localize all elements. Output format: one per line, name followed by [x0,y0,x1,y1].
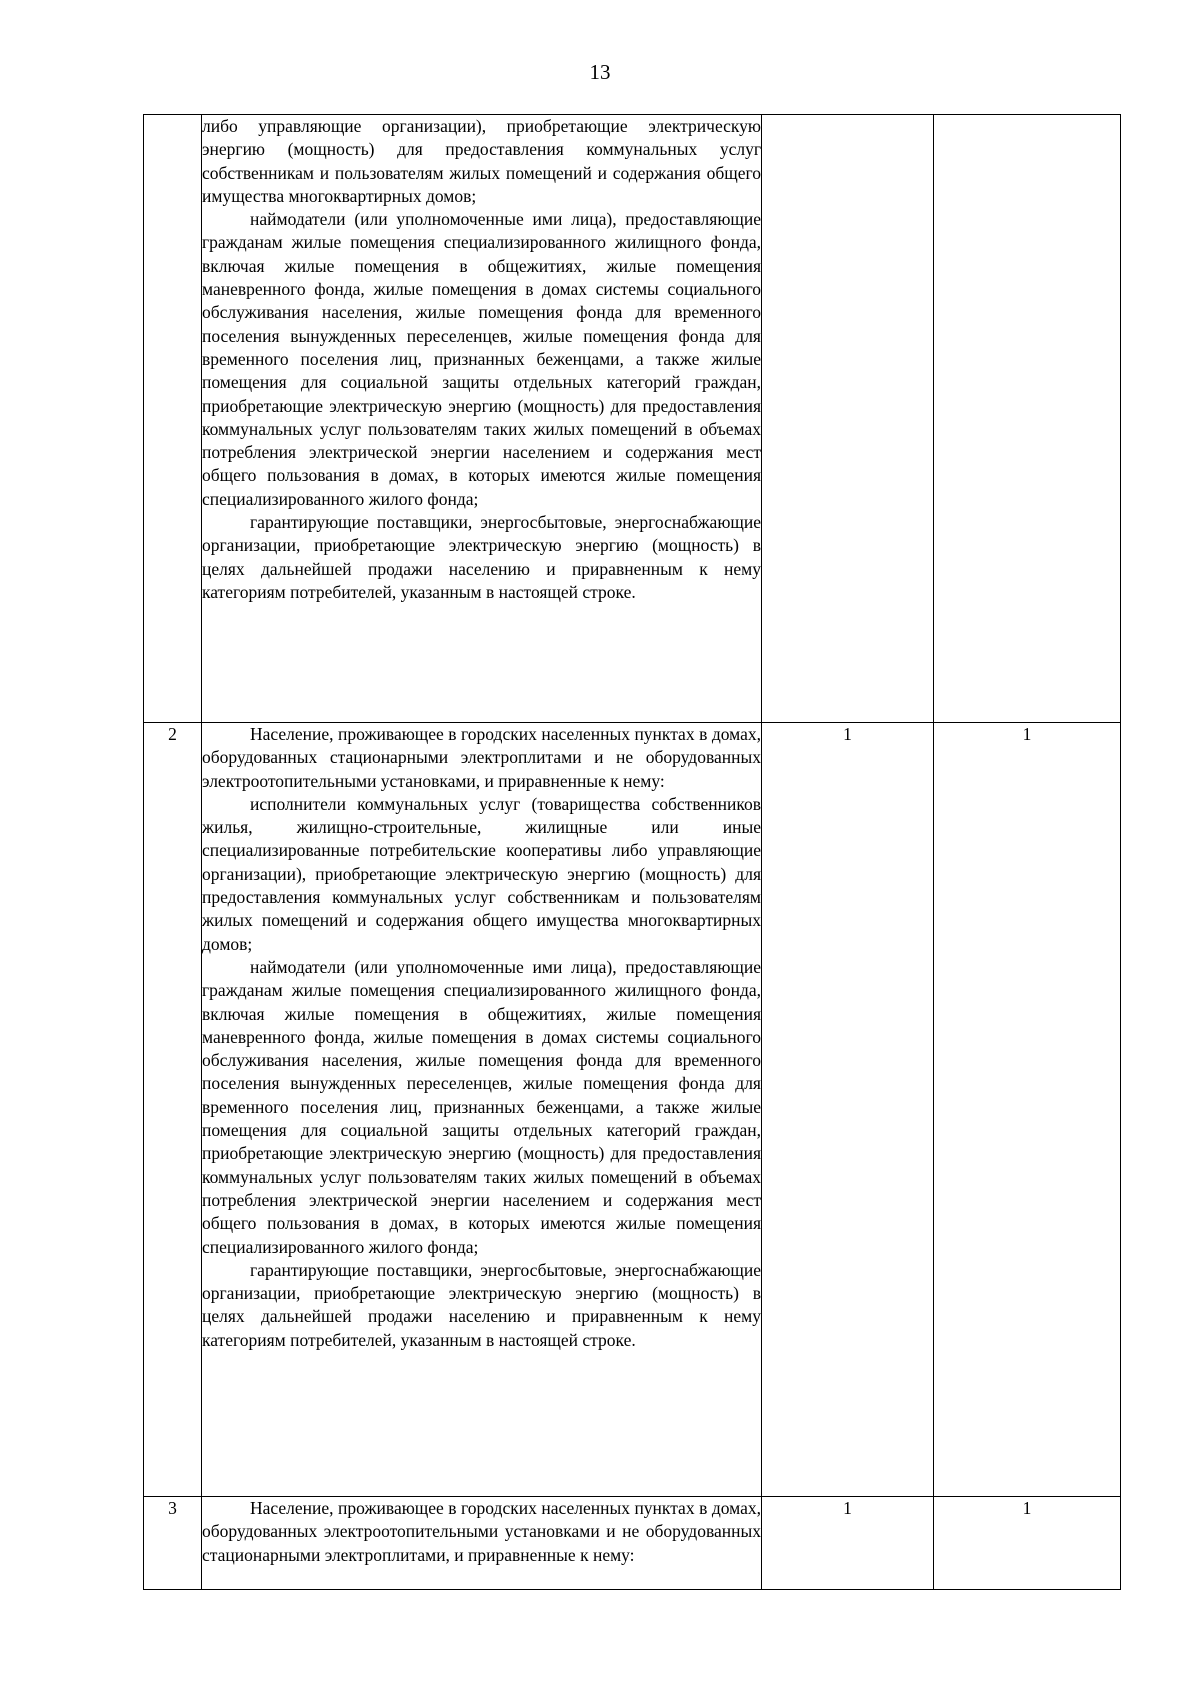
table-row [144,723,1121,1497]
row-description-cell [202,1497,762,1590]
row-value-cell-2: 1 [934,723,1121,1497]
paragraph: Население, проживающее в городских населенных пунктах в домах, оборудованных электроотопительными установками и не оборудованных стационарными электроплитами, и приравненные к нему: [202,1498,761,1565]
row-value-cell-1: 1 [762,723,934,1497]
row-number-cell: 2 [144,723,202,1497]
paragraph: либо управляющие организации), приобретающие электрическую энергию (мощность) для предоставления коммунальных услуг собственникам и пользователям жилых помещений и содержания общего имущества многоквартирных домов; [202,116,761,206]
row-value-cell-2: 1 [934,1497,1121,1590]
paragraph: наймодатели (или уполномоченные ими лица), предоставляющие гражданам жилые помещения специализированного жилищного фонда, включая жилые помещения в общежитиях, жилые помещения маневренного фонда, жилые помещения в домах системы социального обслуживания населения, жилые помещения фонда для временного поселения вынужденных переселенцев, жилые помещения фонда для временного поселения лиц, признанных беженцами, а также жилые помещения для социальной защиты отдельных категорий граждан, приобретающие электрическую энергию (мощность) для предоставления коммунальных услуг пользователям таких жилых помещений в объемах потребления электрической энергии населением и содержания мест общего пользования в домах, в которых имеются жилые помещения специализированного жилого фонда; [202,956,761,1257]
row-value-cell-1 [762,115,934,723]
table-row [144,1497,1121,1590]
row-value-cell-1: 1 [762,1497,934,1590]
paragraph: исполнители коммунальных услуг (товарищества собственников жилья, жилищно-строительные, жилищные или иные специализированные потребительские кооперативы либо управляющие организации), приобретающие электрическую энергию (мощность) для предоставления коммунальных услуг собственникам и пользователям жилых помещений и содержания общего имущества многоквартирных домов; [202,793,761,954]
paragraph: наймодатели (или уполномоченные ими лица), предоставляющие гражданам жилые помещения специализированного жилищного фонда, включая жилые помещения в общежитиях, жилые помещения маневренного фонда, жилые помещения в домах системы социального обслуживания населения, жилые помещения фонда для временного поселения вынужденных переселенцев, жилые помещения фонда для временного поселения лиц, признанных беженцами, а также жилые помещения для социальной защиты отдельных категорий граждан, приобретающие электрическую энергию (мощность) для предоставления коммунальных услуг пользователям таких жилых помещений в объемах потребления электрической энергии населением и содержания мест общего пользования в домах, в которых имеются жилые помещения специализированного жилого фонда; [202,209,761,509]
row-number-cell [144,115,202,723]
row-value-cell-2 [934,115,1121,723]
table-row [144,115,1121,723]
row-number-cell: 3 [144,1497,202,1590]
paragraph: Население, проживающее в городских населенных пунктах в домах, оборудованных стационарными электроплитами и не оборудованных электроотопительными установками, и приравненные к нему: [202,724,761,791]
tariff-table [143,114,1121,1590]
row-description-cell [202,115,762,723]
paragraph: гарантирующие поставщики, энергосбытовые, энергоснабжающие организации, приобретающие электрическую энергию (мощность) в целях дальнейшей продажи населению и приравненным к нему категориям потребителей, указанным в настоящей строке. [202,1259,761,1350]
row-description-cell [202,723,762,1497]
paragraph: гарантирующие поставщики, энергосбытовые, энергоснабжающие организации, приобретающие электрическую энергию (мощность) в целях дальнейшей продажи населению и приравненным к нему категориям потребителей, указанным в настоящей строке. [202,512,761,602]
page-number: 13 [589,60,611,84]
